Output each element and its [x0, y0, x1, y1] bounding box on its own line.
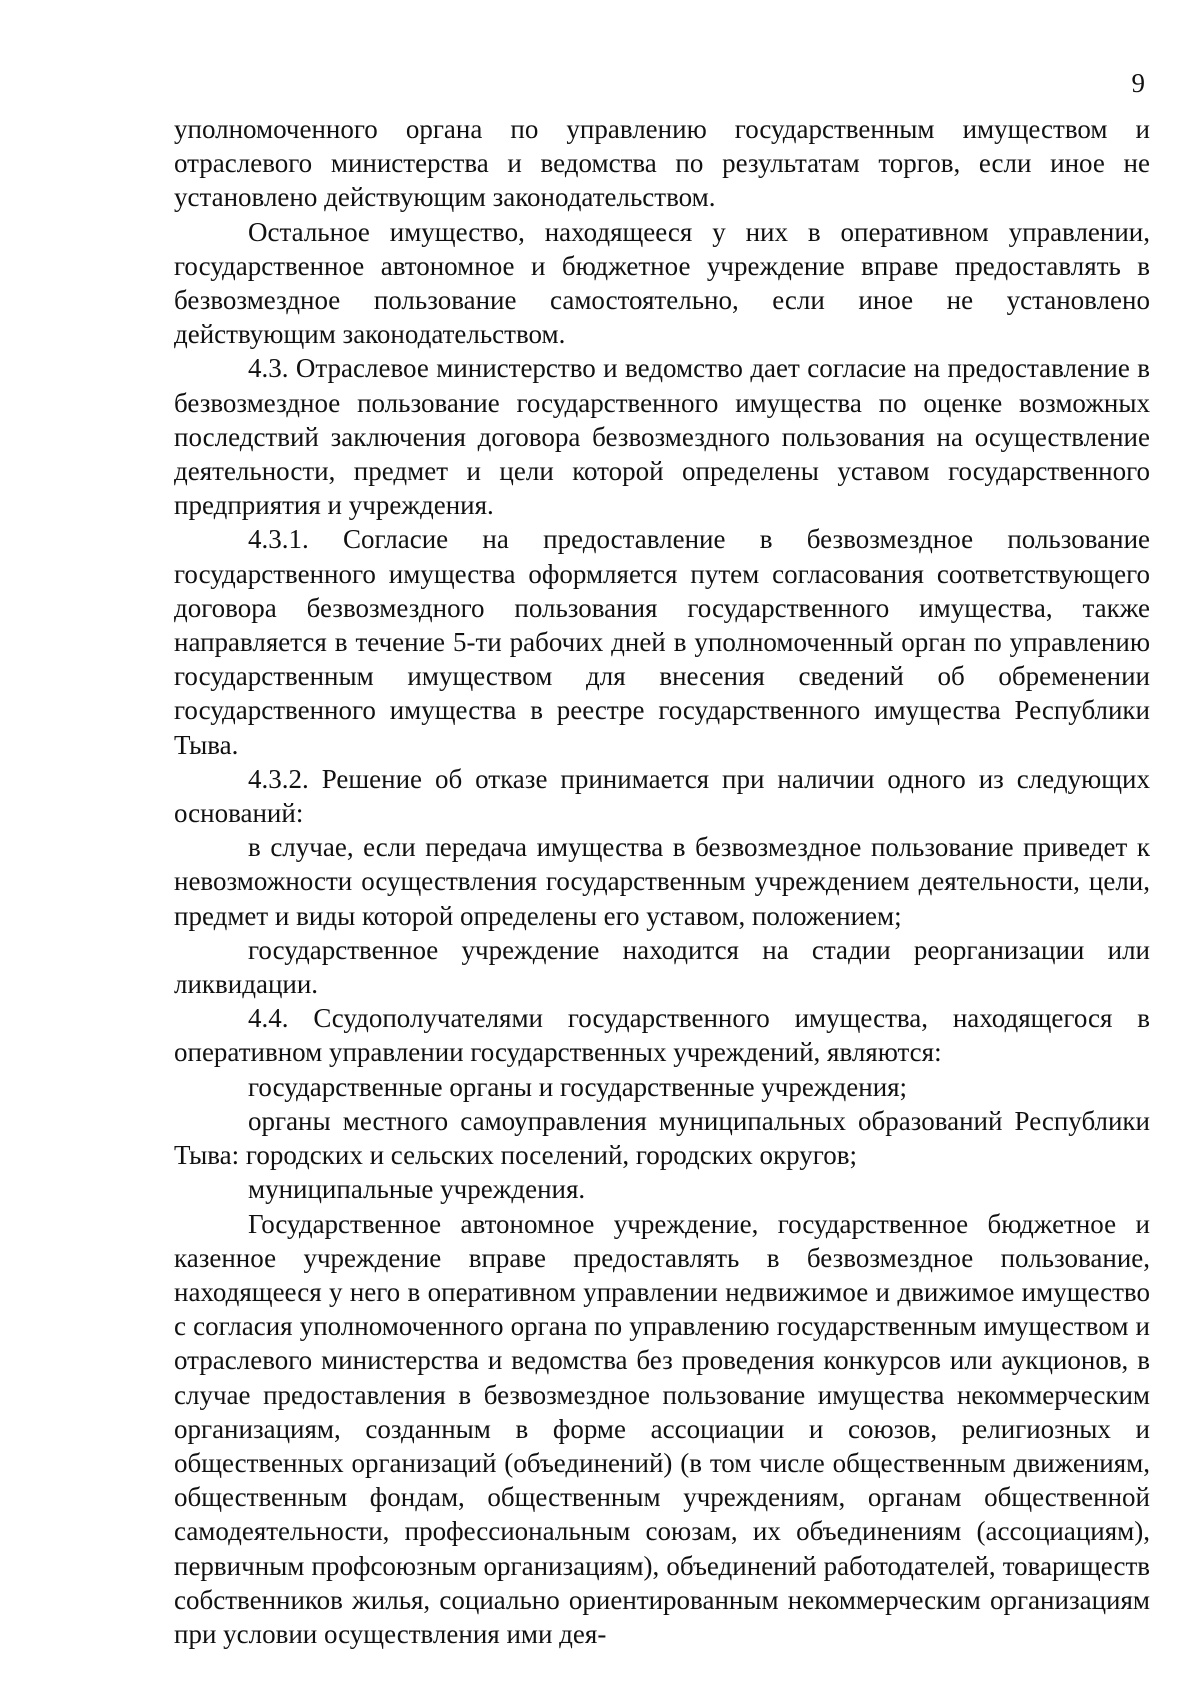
paragraph-refusal-ground-2: государственное учреждение находится на стадии реорганизации или ликвидации.	[174, 934, 1150, 1000]
paragraph-4-4: 4.4. Ссудополучателями государственного имущества, находящегося в оперативном управлении государственных учреждений, являются:	[174, 1003, 1150, 1068]
paragraph-borrower-3: муниципальные учреждения.	[248, 1174, 586, 1205]
document-body	[174, 112, 1150, 1651]
paragraph-autonomous-institution: Государственное автономное учреждение, государственное бюджетное и казенное учреждение вправе предоставлять в безвозмездное пользование, находящееся у него в оперативном управлении недвижимое и движимое имущество с согласия уполномоченного органа по управлению государственным имуществом и отраслевого министерства и ведомства без проведения конкурсов или аукционов, в случае предоставления в безвозмездное пользование имущества некоммерческим организациям, созданным в форме ассоциации и союзов, религиозных и общественных организаций (объединений) (в том числе общественным движениям, общественным фондам, общественным учреждениям, органам общественной самодеятельности, профессиональным союзам, их объединениям (ассоциациям), первичным профсоюзным организациям), объединений работодателей, товариществ собственников жилья, социально ориентированным некоммерческим организациям при условии осуществления ими дея-	[174, 1208, 1150, 1649]
paragraph-4-3: 4.3. Отраслевое министерство и ведомство дает согласие на предоставление в безвозмездное пользование государственного имущества по оценке возможных последствий заключения договора безвозмездного пользования на осуществление деятельности, предмет и цели которой определены уставом государственного предприятия и учреждения.	[174, 353, 1150, 521]
paragraph-borrower-2: органы местного самоуправления муниципальных образований Республики Тыва: городских и сельских поселений, городских округов;	[174, 1105, 1150, 1171]
paragraph-continuation: уполномоченного органа по управлению государственным имуществом и отраслевого министерства и ведомства по результатам торгов, если иное не установлено действующим законодательством.	[174, 114, 1150, 213]
paragraph-4-3-1: 4.3.1. Согласие на предоставление в безвозмездное пользование государственного имущества оформляется путем согласования соответствующего договора безвозмездного пользования государственного имущества, также направляется в течение 5-ти рабочих дней в уполномоченный орган по управлению государственным имуществом для внесения сведений об обременении государственного имущества в реестре государственного имущества Республики Тыва.	[174, 524, 1150, 760]
paragraph-remaining-property: Остальное имущество, находящееся у них в оперативном управлении, государственное автономное и бюджетное учреждение вправе предоставлять в безвозмездное пользование самостоятельно, если иное не установлено действующим законодательством.	[174, 216, 1150, 350]
paragraph-borrower-1: государственные органы и государственные учреждения;	[248, 1071, 908, 1102]
page-number: 9	[1131, 68, 1145, 98]
paragraph-refusal-ground-1: в случае, если передача имущества в безвозмездное пользование приведет к невозможности осуществления государственным учреждением деятельности, цели, предмет и виды которой определены его уставом, положением;	[174, 832, 1150, 931]
paragraph-4-3-2: 4.3.2. Решение об отказе принимается при наличии одного из следующих оснований:	[174, 763, 1150, 829]
